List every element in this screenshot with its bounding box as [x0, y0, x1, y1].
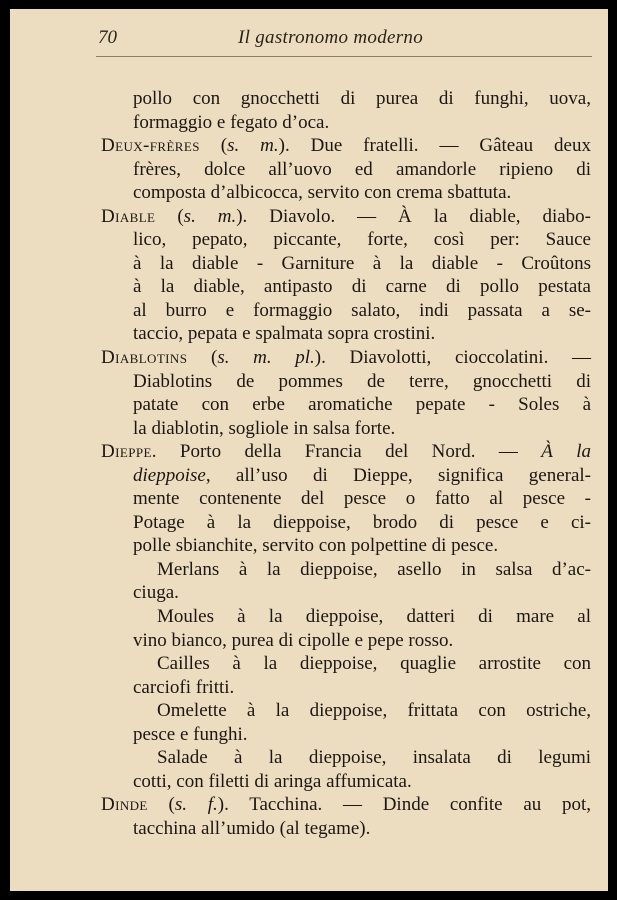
text-line: frères, dolce all’uovo ed amandorle ripieno di [133, 158, 591, 180]
text-line: à la diable - Garniture à la diable - Croûtons [133, 252, 591, 274]
page-header [10, 25, 608, 55]
text-line: dieppoise, all’uso di Dieppe, significa general- [133, 464, 591, 486]
text-line: Omelette à la dieppoise, frittata con ostriche, [157, 700, 591, 722]
text-line: à la diable, antipasto di carne di pollo pestata [133, 276, 591, 298]
text-line: cotti, con filetti di aringa affumicata. [133, 770, 412, 792]
text-line: polle sbianchite, servito con polpettine di pesce. [133, 535, 499, 557]
text-line: Dieppe. Porto della Francia del Nord. — À la [101, 441, 591, 463]
page-number: 70 [98, 27, 117, 48]
text-line: pesce e funghi. [133, 723, 248, 745]
text-line: composta d’albicocca, servito con crema sbattuta. [133, 182, 512, 204]
text-line: ciuga. [133, 582, 179, 604]
text-line: Deux-frères (s. m.). Due fratelli. — Gâteau deux [101, 135, 591, 157]
text-line: Salade à la dieppoise, insalata di legumi [157, 747, 591, 769]
text-line: Potage à la dieppoise, brodo di pesce e ci- [133, 511, 591, 533]
text-line: Cailles à la dieppoise, quaglie arrostite con [157, 653, 591, 675]
text-line: pollo con gnocchetti di purea di funghi, uova, [133, 88, 591, 109]
text-line: al burro e formaggio salato, indi passata a se- [133, 299, 591, 321]
text-line: Diable (s. m.). Diavolo. — À la diable, diabo- [101, 205, 591, 227]
text-line: Diablotins de pommes de terre, gnocchetti di [133, 370, 591, 392]
book-page [10, 9, 608, 891]
text-line: carciofi fritti. [133, 676, 235, 698]
dictionary-entries [101, 87, 591, 841]
text-line: taccio, pepata e spalmata sopra crostini. [133, 323, 436, 345]
text-line: lico, pepato, piccante, forte, così per: Sauce [133, 229, 591, 251]
header-rule [96, 56, 592, 57]
text-line: Dinde (s. f.). Tacchina. — Dinde confite au pot, [101, 794, 592, 816]
text-line: vino bianco, purea di cipolle e pepe rosso. [133, 629, 454, 651]
text-line: patate con erbe aromatiche pepate - Soles à [133, 394, 591, 416]
text-line: mente contenente del pesce o fatto al pesce - [133, 488, 591, 510]
text-line: tacchina all’umido (al tegame). [133, 817, 371, 839]
text-line: Merlans à la dieppoise, asello in salsa d’ac- [157, 558, 591, 580]
text-line: Diablotins (s. m. pl.). Diavolotti, cioccolatini. — [101, 347, 591, 369]
text-line: formaggio e fegato d’oca. [133, 111, 330, 133]
text-line: la diablotin, sogliole in salsa forte. [133, 417, 396, 439]
text-line: Moules à la dieppoise, datteri di mare al [157, 606, 591, 628]
running-title: Il gastronomo moderno [238, 27, 424, 48]
